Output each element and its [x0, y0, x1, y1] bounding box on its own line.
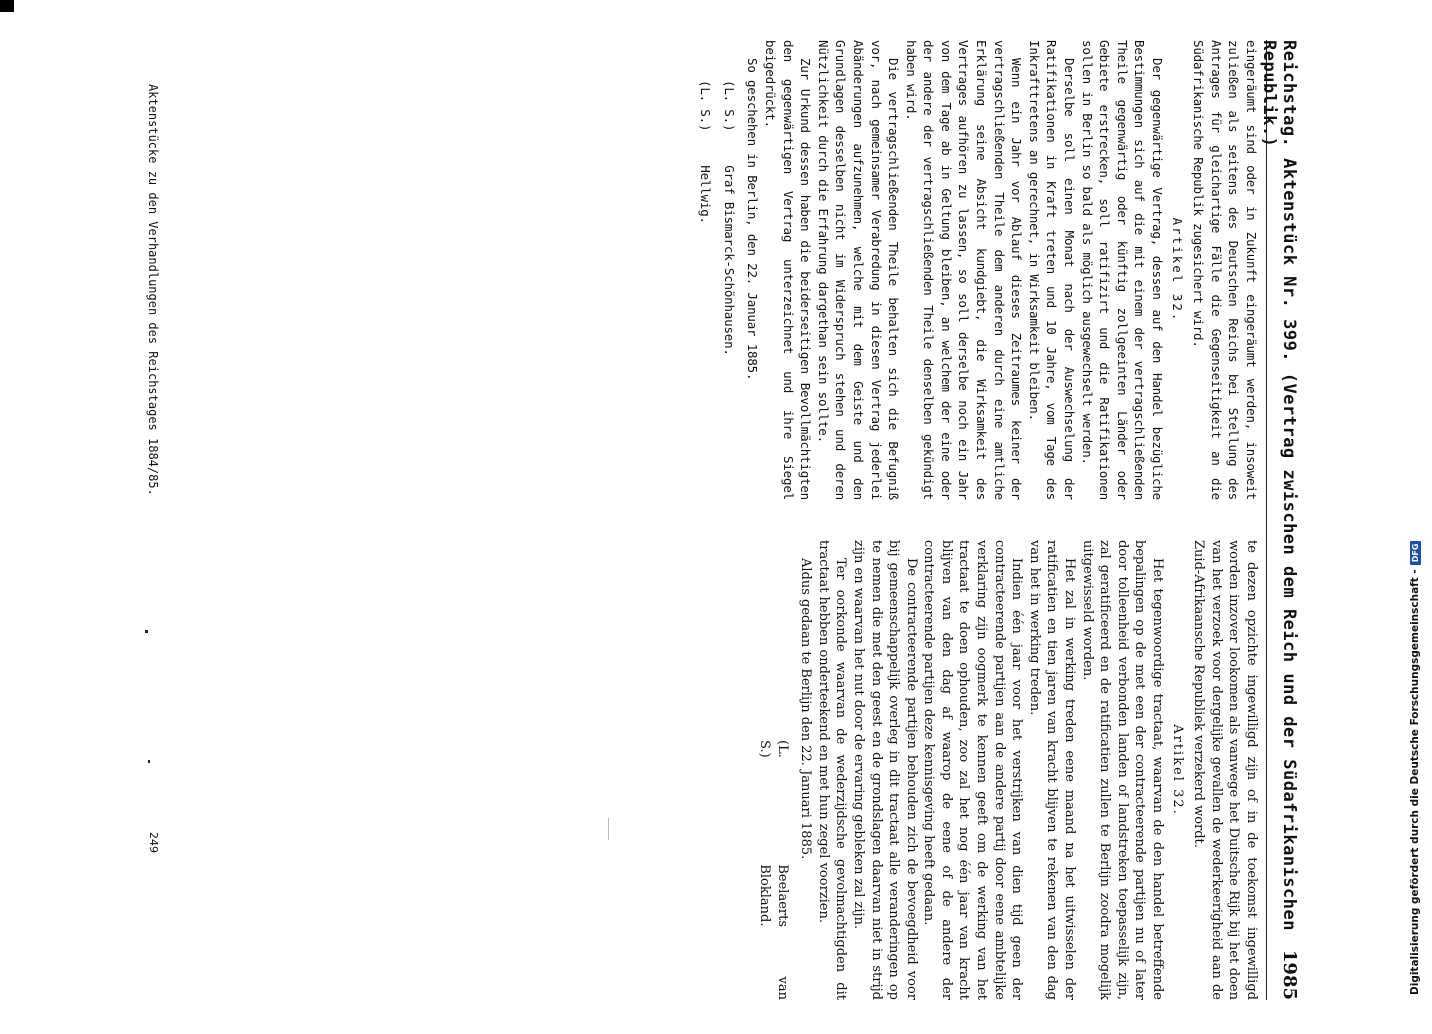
german-paragraph: eingeräumt sind oder in Zukunft eingeräumt werden, insoweit zuließen als seitens des Deutschen Reichs bei Stellung des Antrages für gleichartige Fälle die Gegenseitigkeit an die Südafrikanische Republik zugesichert wird. [1191, 40, 1259, 500]
header-page-number: 1985 [1279, 949, 1300, 1000]
dutch-paragraph: Het zal in werking treden eene maand na het uitwisselen der ratificatien en tien jaren van kracht blijven te rekenen van den dag van het in werking treden. [1026, 540, 1078, 1000]
dutch-dated-line: Aldus gedaan te Berlijn den 22. Januari 1885. [798, 558, 814, 860]
footer-page-number: 249 [147, 832, 160, 853]
digitization-note [1405, 95, 1425, 995]
scan-corner-mark [0, 0, 14, 12]
scan-speck [145, 630, 148, 633]
german-paragraph: Zur Urkund dessen haben die beiderseitigen Bevollmächtigten den gegenwärtigen Vertrag unterzeichnet und ihre Siegel beigedrückt. [762, 40, 814, 500]
dutch-paragraph: Het tegenwoordige tractaat, waarvan de den handel betreffende bepalingen op de met een der contracteerende partijen nu of later door tolleenheid verbonden landen of landstreken toepasselijk zijn, zal geratificeerd en de ratificatien zullen te Berlijn zoodra mogelijk uitgewisseld worden. [1079, 540, 1166, 1000]
dutch-signature-row [755, 540, 790, 1000]
german-column [697, 40, 1260, 500]
digitization-note-text: Digitalisierung gefördert durch die Deutsche Forschungsgemeinschaft - [1409, 569, 1421, 995]
rotated-document-page [95, 40, 1300, 1000]
dutch-article-heading: Artikel 32. [1169, 724, 1185, 816]
dutch-paragraph: Ter oorkonde waarvan de wederzijdsche gevolmachtigden dit tractaat hebben onderteekend en met hun zegel voorzien. [815, 540, 849, 1000]
german-paragraph: Der gegenwärtige Vertrag, dessen auf den Handel bezügliche Bestimmungen sich auf die mit einem der vertragschließenden Theile gegenwärtig oder künftig zollgeeinten Länder oder Gebiete erstrecken, soll ratifizirt und die Ratifikationen sollen in Berlin so bald als möglich ausgewechselt werden. [1079, 40, 1166, 500]
seal-mark: (L. S.) [698, 80, 714, 132]
german-paragraph: Wenn ein Jahr vor Ablauf dieses Zeitraumes keiner der vertragschließenden Theile dem anderen durch eine amtliche Erklärung seine Absicht kundgiebt, die Wirksamkeit des Vertrages aufhören zu lassen, so soll derselbe noch ein Jahr von dem Tage ab in Geltung bleiben, an welchem der eine oder der andere der vertragschließenden Theile denselben gekündigt haben wird. [903, 40, 1025, 500]
seal-mark: (L. S.) [756, 740, 790, 758]
seal-mark: (L. S.) [721, 80, 737, 132]
footer-title: Aktenstücke zu den Verhandlungen des Reichstages 1884/85. [146, 84, 160, 496]
german-article-heading: Artikel 32. [1169, 217, 1185, 323]
dutch-column [697, 540, 1260, 1000]
german-signature-row-1 [720, 40, 738, 500]
page-footer [130, 84, 160, 1034]
german-paragraph: Die vertragschließenden Theile behalten sich die Befugniß vor, nach gemeinsamer Verabredung in diesen Vertrag jederlei Abänderungen aufzunehmen, welche mit dem Geiste und den Grundlagen desselben nicht im Widerspruch stehen und deren Nützlichkeit durch die Erfahrung dargethan sein sollte. [815, 40, 902, 500]
dutch-paragraph: te dezen opzichte ingewilligd zijn of in de toekomst ingewilligd worden inzover lookomen als vanwege het Duitsche Rijk bij het doen van het verzoek voor dergelijke gevallen de wederkeerigheid aan de Zuid-Afrikaansche Republiek verzekerd wordt. [1191, 540, 1259, 1000]
dfg-logo-icon: DFG [1410, 541, 1421, 566]
german-paragraph: Derselbe soll einen Monat nach der Auswechselung der Ratifikationen in Kraft treten und 10 Jahre, vom Tage des Inkrafttretens an gerechnet, in Wirksamkeit bleiben. [1026, 40, 1078, 500]
german-signature-row-2 [697, 40, 715, 500]
scan-speck [608, 818, 609, 840]
signatory-name: Hellwig. [698, 165, 714, 224]
running-header [1259, 40, 1300, 1000]
signatory-name: Beelaerts van Blokland. [756, 864, 790, 1000]
signatory-name: Graf Bismarck-Schönhausen. [721, 165, 737, 356]
dutch-paragraph: Indien één jaar voor het verstrijken van dien tijd geen der contracteerende partijen aan de andere partij door eene ambtelijke verklaring zijn oogmerk te kennen geeft om de werking van het tractaat te doen ophouden, zoo zal het nog één jaar van kracht blijven van den dag af waarop de eene of de andere der contracteerende partijen deze kennisgeving heeft gedaan. [921, 540, 1025, 1000]
dutch-paragraph: De contracteerende partijen behouden zich de bevoegdheid voor bij gemeenschappelijk overleg in dit tractaat alle veranderingen op te nemen die met den geest en de grondslagen daarvan niet in strijd zijn en waarvan het nut door de ervaring gebleken zal zijn. [850, 540, 919, 1000]
two-column-body [697, 40, 1260, 1000]
header-title: Reichstag. Aktenstück Nr. 399. (Vertrag zwischen dem Reich und der Südafrikanischen Republik.) [1259, 40, 1299, 931]
scan-speck [148, 760, 150, 763]
german-dated-line: So geschehen in Berlin, den 22. Januar 1885. [745, 58, 761, 381]
